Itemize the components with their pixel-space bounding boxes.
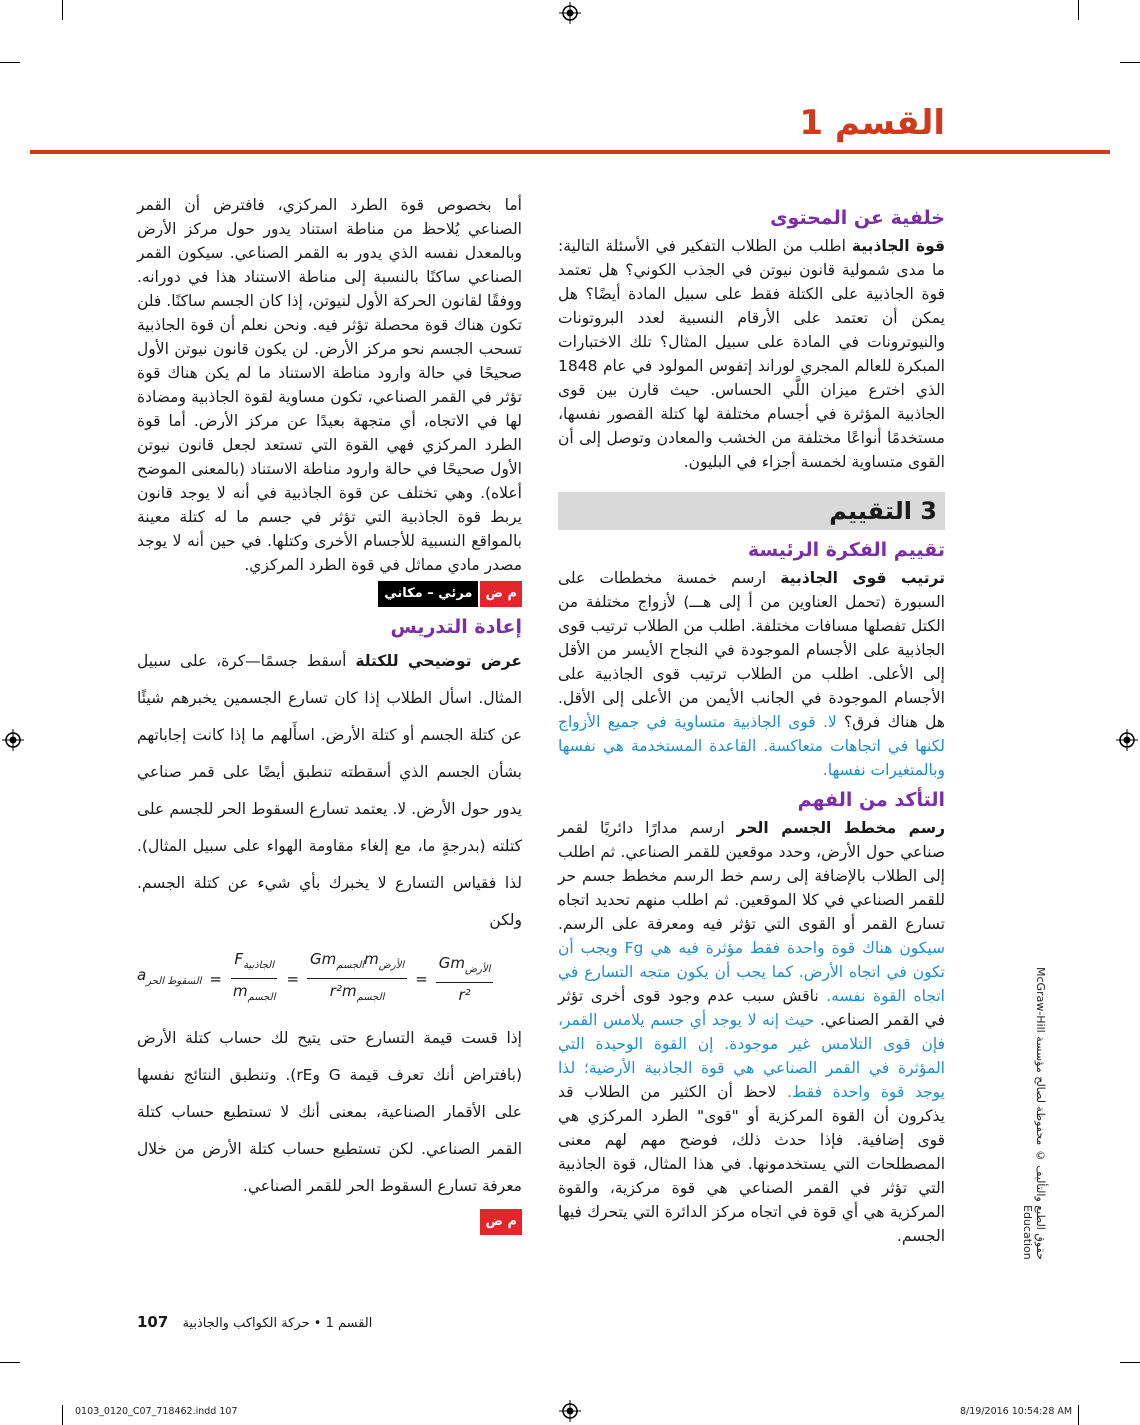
crop-mark xyxy=(62,0,63,20)
right-column xyxy=(558,200,945,1252)
check-note: لاحظ أن الكثير من الطلاب قد يذكرون أن القوة المركزية أو "قوى" الطرد المركزي هي قوى إضافية. فإذا حدث ذلك، فوضح مهم لهم معنى المصطلحات التي يستخدمونها. في هذا المثال، قوة الجاذبية التي تؤثر في القمر الصناعي هي قوة مركزية، والقوة المركزية هي أي قوة في اتجاه مركز الدائرة التي يتحرك فيها الجسم. xyxy=(558,1083,945,1245)
registration-mark-icon xyxy=(559,1400,581,1422)
crop-mark xyxy=(62,1405,63,1425)
equals-sign: = xyxy=(209,969,222,988)
copyright-credit: حقوق الطبع والتأليف © محفوظة لصالح مؤسسة McGraw-Hill Education xyxy=(1021,967,1047,1260)
tag-badge: م ض xyxy=(480,1209,522,1235)
date-slug: 8/19/2016 10:54:28 AM xyxy=(960,1406,1073,1417)
formula-lhs: $a_{السقوط الحر}$ xyxy=(137,966,202,987)
equals-sign: = xyxy=(415,969,428,988)
crop-mark xyxy=(0,62,20,63)
registration-mark-icon xyxy=(1116,729,1138,751)
check-mid-text: ناقش سبب عدم وجود قوى أخرى تؤثر في القمر الصناعي. xyxy=(558,987,945,1029)
page-caption: القسم 1 • حركة الكواكب والجاذبية xyxy=(182,1316,373,1331)
page-footer xyxy=(137,1313,372,1331)
assessment-section-bar: 3 التقييم xyxy=(558,492,945,530)
check-answer-b: حيث إنه لا يوجد أي جسم يلامس القمر، فإن قوى التلامس غير موجودة. إن القوة الوحيدة التي المؤثرة في القمر الصناعي هي قوة الجاذبية الأرضية؛ لذا يوجد قوة واحدة فقط. xyxy=(558,1011,945,1101)
assess-paragraph xyxy=(558,566,945,782)
mass-demo-term: عرض توضيحي للكتلة xyxy=(355,652,522,670)
visual-spatial-tag: مرئي – مكاني xyxy=(378,581,478,607)
mass-demo-text: أسقط جسمًا—كرة، على سبيل المثال. اسأل الطلاب إذا كان تسارع الجسمين يخبرهم شيئًا عن كتلة الجسم أو كتلة الأرض. اسأَلهم ما إذا كانت إجاباتهم بشأن الجسم الذي أسقطته تنطبق أيضًا على قمر صناعي يدور حول الأرض. لا. يعتمد تسارع السقوط الحر للجسم على كتلته (بدرجةٍ ما، مع إلغاء مقاومة الهواء على سبيل المثال). لذا فقياس التسارع لا يخبرك بأي شيء عن كتلة الجسم. ولكن xyxy=(137,652,522,929)
content-background-heading: خلفية عن المحتوى xyxy=(770,207,945,229)
mass-demo-paragraph xyxy=(137,643,522,939)
gravity-force-term: قوة الجاذبية xyxy=(851,237,945,255)
page-number: 107 xyxy=(137,1313,169,1331)
section-title: القسم 1 xyxy=(799,103,945,143)
crop-mark xyxy=(1120,1362,1140,1363)
file-slug: 0103_0120_C07_718462.indd 107 xyxy=(75,1406,238,1417)
crop-mark xyxy=(0,1362,20,1363)
crop-mark xyxy=(1078,0,1079,20)
check-paragraph xyxy=(558,816,945,1248)
free-fall-formula xyxy=(137,947,522,1010)
force-over-mass: $\frac{F_{الجاذبية}}{m_{الجسم}}$ xyxy=(230,947,278,1010)
equals-sign: = xyxy=(286,969,300,988)
check-answer-a: سيكون هناك قوة واحدة فقط مؤثرة فيه هي Fg ويجب أن تكون في اتجاه الأرض. كما يجب أن يكون متجه التسارع في اتجاه القوة نفسه. xyxy=(558,939,945,1005)
assess-answer: لا. قوى الجاذبية متساوية في جميع الأزواج لكنها في اتجاهات متعاكسة. القاعدة المستخدمة هي نفسها وبالمتغيرات نفسها. xyxy=(558,713,945,779)
check-text: ارسم مدارًا دائريًا لقمر صناعي حول الأرض، وحدد موقعين للقمر الصناعي. ثم اطلب إلى الطلاب بالإضافة إلى رسم خط الرسم مخطط جسم حر للقمر الصناعي في كلا الموقعين. ثم اطلب منهم تحديد اتجاه تسارع القمر أو القوى التي تؤثر فيه ومعرفة على الرسم. xyxy=(558,819,945,933)
content-background-text: اطلب من الطلاب التفكير في الأسئلة التالية: ما مدى شمولية قانون نيوتن في الجذب الكوني؟ هل تعتمد قوة الجاذبية على الكتلة فقط على سبيل المادة أيضًا؟ هل يمكن أن تعتمد على الأرقام النسبية لعدد البروتونات والنيوترونات في المادة على سبيل المثال؟ تلك الاختبارات المبكرة للعالم المجري لوراند إتفوس المولود في عام 1848 الذي اخترع ميزان اللَّي الحساس. حيث قارن بين قوى الجاذبية المؤثرة في أجسام مختلفة لها كتلة القصور نفسها، مستخدمًا أنواعًا مختلفة من الخشب والمعادن وتوصل إلى أن القوى متساوية لخمسة أجزاء في البليون. xyxy=(558,237,945,471)
free-body-term: رسم مخطط الجسم الحر xyxy=(736,819,946,837)
left-column xyxy=(137,193,522,1243)
mass-demo-conclusion: إذا قست قيمة التسارع حتى يتيح لك حساب كتلة الأرض (بافتراض أنك تعرف قيمة G وrE). وتنطبق النتائج نفسها على الأقمار الصناعية، بمعنى أنك لا تستطيع حساب كتلة القمر الصناعي. لكن تستطيع حساب كتلة الأرض من خلال معرفة تسارع السقوط الحر للقمر الصناعي. xyxy=(137,1029,522,1195)
learning-style-tags-2 xyxy=(137,1209,522,1235)
gravitation-fraction: $\frac{Gm_{الجسم}m_{الأرض}}{r^2m_{الجسم}}$ xyxy=(307,947,407,1010)
learning-style-tags xyxy=(137,581,522,607)
rank-forces-term: ترتيب قوى الجاذبية xyxy=(780,569,945,587)
crop-mark xyxy=(1120,62,1140,63)
assess-text: ارسم خمسة مخططات على السبورة (تحمل العناوين من أ إلى هـــ) لأزواج مختلفة من الكتل تفصلها مسافات مختلفة. اطلب من الطلاب ترتيب قوى الجاذبية على الأجسام الموجودة في النجاح الأيسر من الأقل إلى الأعلى. اطلب من الطلاب ترتيب قوى الجاذبية على الأجسام الموجودة في الجانب الأيمن من الأعلى إلى الأقل. هل هناك فرق؟ xyxy=(558,569,945,731)
registration-mark-icon xyxy=(559,2,581,24)
centrifugal-paragraph: أما بخصوص قوة الطرد المركزي، فافترض أن القمر الصناعي يُلاحظ من مناطة استناد يدور حول مركز الأرض وبالمعدل نفسه الذي يدور به القمر الصناعي. سيكون القمر الصناعي ساكنًا بالنسبة إلى مناطة الاستناد هذا في دورانه. ووفقًا لقانون الحركة الأول لنيوتن، إذا كان الجسم ساكنًا. فلن تكون هناك قوة محصلة تؤثر فيه. ونحن نعلم أن قوة الجاذبية تسحب الجسم نحو مركز الأرض. لن يكون قانون نيوتن الأول صحيحًا في حالة وارود مناطة الاستناد ما لم يكن هناك قوة تؤثر في القمر الصناعي، تكون مساوية لقوة الجاذبية ومضادة لها في الاتجاه، أي متجهة بعيدًا عن مركز الأرض. أما قوة الطرد المركزي فهي القوة التي تستعد لجعل قانون نيوتن الأول صحيحًا في حالة وارود مناطة الاستناد (بالمعنى الموضح أعلاه). وهي تختلف عن قوة الجاذبية في أنه لا يوجد قانون يربط قوة الجاذبية التي تؤثر في جسم ما له كتلة معينة بالمواقع النسبية للأجسام الأخرى وكتلها. في حين أنه لا يوجد مصدر مادي مماثل في قوة الطرد المركزي. xyxy=(137,196,522,574)
content-background-paragraph xyxy=(558,234,945,474)
crop-mark xyxy=(1078,1405,1079,1425)
check-understanding-heading: التأكد من الفهم xyxy=(797,789,945,811)
registration-mark-icon xyxy=(2,729,24,751)
header-rule xyxy=(30,150,1110,154)
reteach-heading: إعادة التدريس xyxy=(390,616,522,638)
simplified-fraction: $\frac{Gm_{الأرض}}{\text{r²}}$ xyxy=(436,951,494,1007)
assess-main-idea-heading: تقييم الفكرة الرئيسة xyxy=(747,539,945,561)
tag-badge: م ض xyxy=(480,581,522,607)
